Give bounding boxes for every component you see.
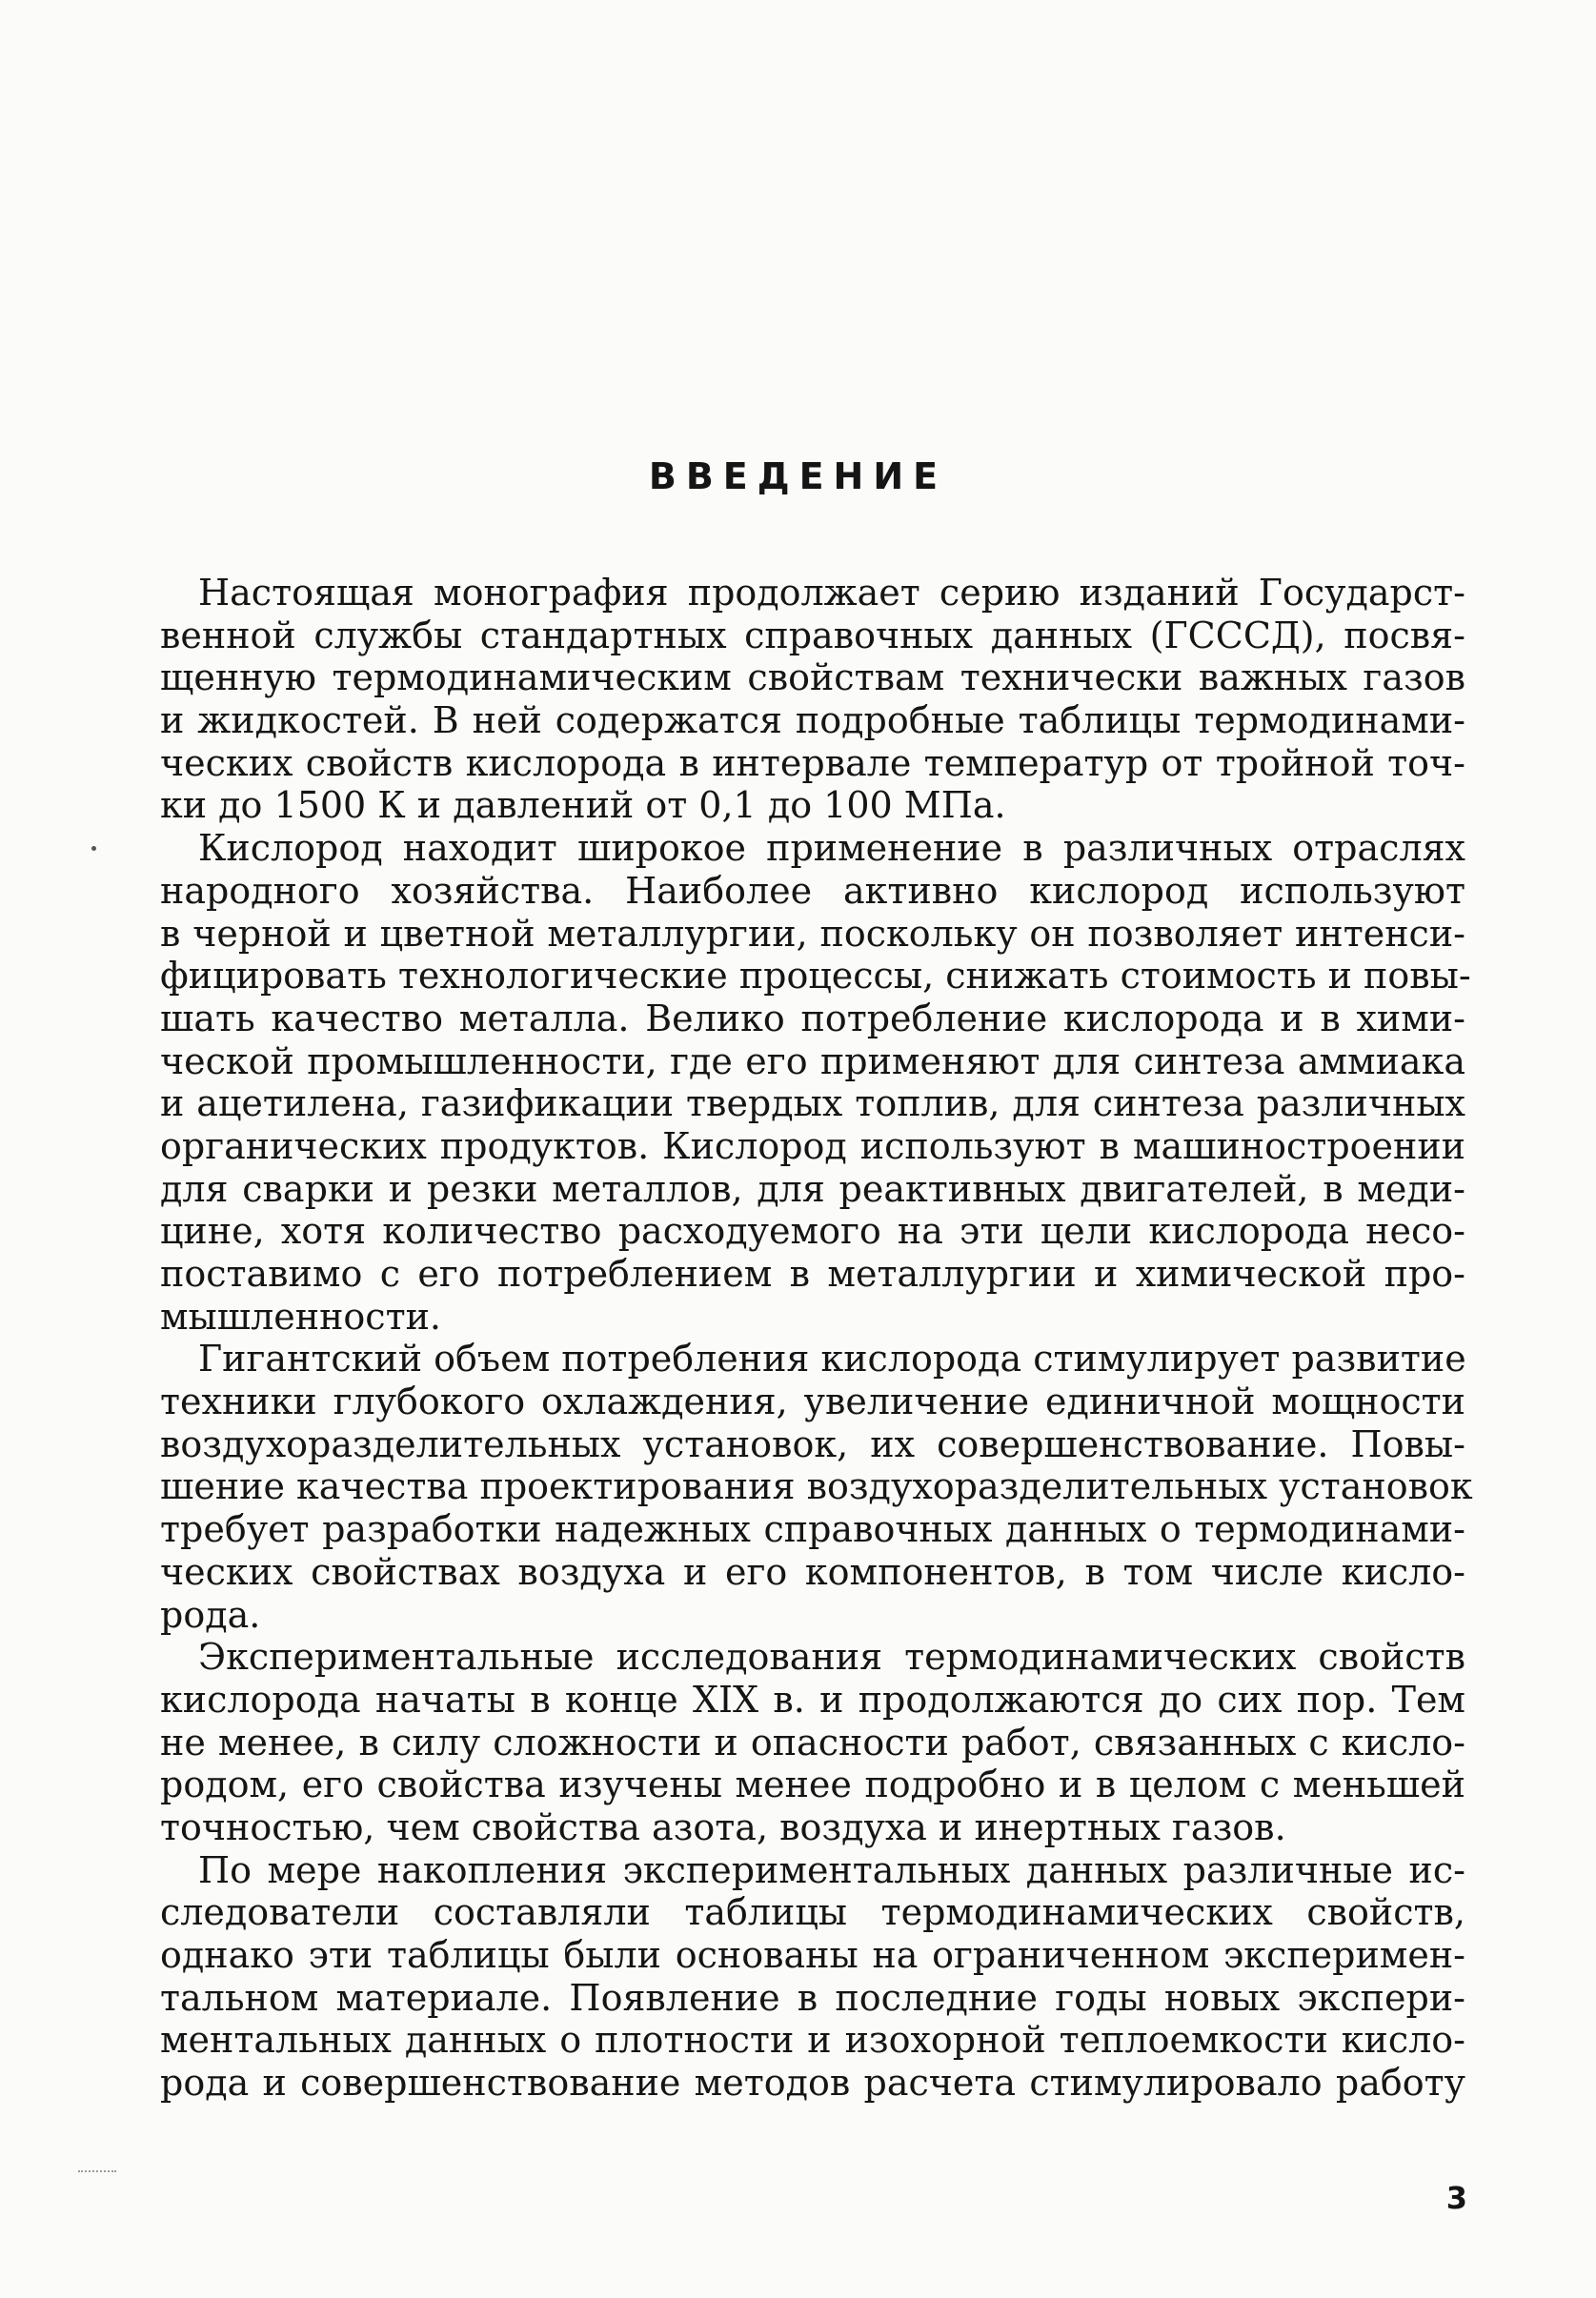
text-line: ческих свойств кислорода в интервале температур от тройной точ-: [160, 741, 1465, 784]
text-line: родом, его свойства изучены менее подробно и в целом с меньшей: [160, 1764, 1465, 1806]
text-line: фицировать технологические процессы, снижать стоимость и повы-: [160, 955, 1471, 998]
text-line: ческой промышленности, где его применяют для синтеза аммиака: [160, 1039, 1465, 1082]
text-line: По мере накопления экспериментальных данных различные ис-: [198, 1848, 1465, 1891]
paragraph: [160, 827, 1471, 1338]
paragraph: [160, 1849, 1465, 2105]
text-line: щенную термодинамическим свойствам технически важных газов: [160, 656, 1465, 699]
text-line: тальном материале. Появление в последние годы новых экспери-: [160, 1976, 1465, 2019]
margin-mark: [91, 846, 96, 851]
text-line: шение качества проектирования воздухоразделительных установок: [160, 1465, 1473, 1508]
text-line: и ацетилена, газификации твердых топлив, для синтеза различных: [160, 1082, 1465, 1125]
text-line: ческих свойствах воздуха и его компонентов, в том числе кисло-: [160, 1550, 1465, 1593]
text-line: следователи составляли таблицы термодинамических свойств,: [160, 1891, 1465, 1934]
paragraph: [160, 1338, 1473, 1636]
text-line: в черной и цветной металлургии, поскольку он позволяет интенси-: [160, 912, 1465, 955]
text-line: и жидкостей. В ней содержатся подробные таблицы термодинами-: [160, 699, 1465, 742]
text-line: поставимо с его потреблением в металлургии и химической про-: [160, 1253, 1465, 1295]
text-line: рода и совершенствование методов расчета стимулировало работу: [160, 2062, 1465, 2105]
text-line: органических продуктов. Кислород используют в машиностроении: [160, 1124, 1465, 1167]
text-line: мышленности.: [160, 1295, 442, 1338]
paragraph: [160, 572, 1465, 827]
page-number: 3: [1445, 2180, 1467, 2216]
page-title: ВВЕДЕНИЕ: [648, 455, 948, 497]
text-line: точностью, чем свойства азота, воздуха и инертных газов.: [160, 1805, 1286, 1848]
text-line: Настоящая монография продолжает серию изданий Государст-: [198, 572, 1465, 614]
text-line: Кислород находит широкое применение в различных отраслях: [198, 827, 1465, 870]
body-text: [160, 572, 1473, 2105]
text-line: ментальных данных о плотности и изохорной теплоемкости кисло-: [160, 2019, 1465, 2062]
text-line: шать качество металла. Велико потребление кислорода и в хими-: [160, 997, 1465, 1039]
text-line: венной службы стандартных справочных данных (ГСССД), посвя-: [160, 614, 1465, 656]
text-line: требует разработки надежных справочных данных о термодинами-: [160, 1508, 1465, 1551]
text-line: воздухоразделительных установок, их совершенствование. Повы-: [160, 1422, 1465, 1465]
text-line: для сварки и резки металлов, для реактивных двигателей, в меди-: [160, 1167, 1465, 1210]
text-line: народного хозяйства. Наиболее активно кислород используют: [160, 869, 1465, 912]
text-line: не менее, в силу сложности и опасности работ, связанных с кисло-: [160, 1721, 1465, 1764]
text-line: кислорода начаты в конце XIX в. и продолжаются до сих пор. Тем: [160, 1678, 1465, 1721]
text-line: Экспериментальные исследования термодинамических свойств: [198, 1636, 1465, 1679]
text-line: техники глубокого охлаждения, увеличение единичной мощности: [160, 1381, 1465, 1423]
text-line: рода.: [160, 1593, 261, 1636]
text-line: Гигантский объем потребления кислорода стимулирует развитие: [198, 1338, 1466, 1381]
text-line: цине, хотя количество расходуемого на эти цели кислорода несо-: [160, 1210, 1465, 1253]
text-line: ки до 1500 К и давлений от 0,1 до 100 МПа.: [160, 784, 1006, 827]
scan-artifact: [78, 2170, 116, 2172]
text-line: однако эти таблицы были основаны на ограниченном эксперимен-: [160, 1934, 1465, 1976]
paragraph: [160, 1636, 1465, 1848]
